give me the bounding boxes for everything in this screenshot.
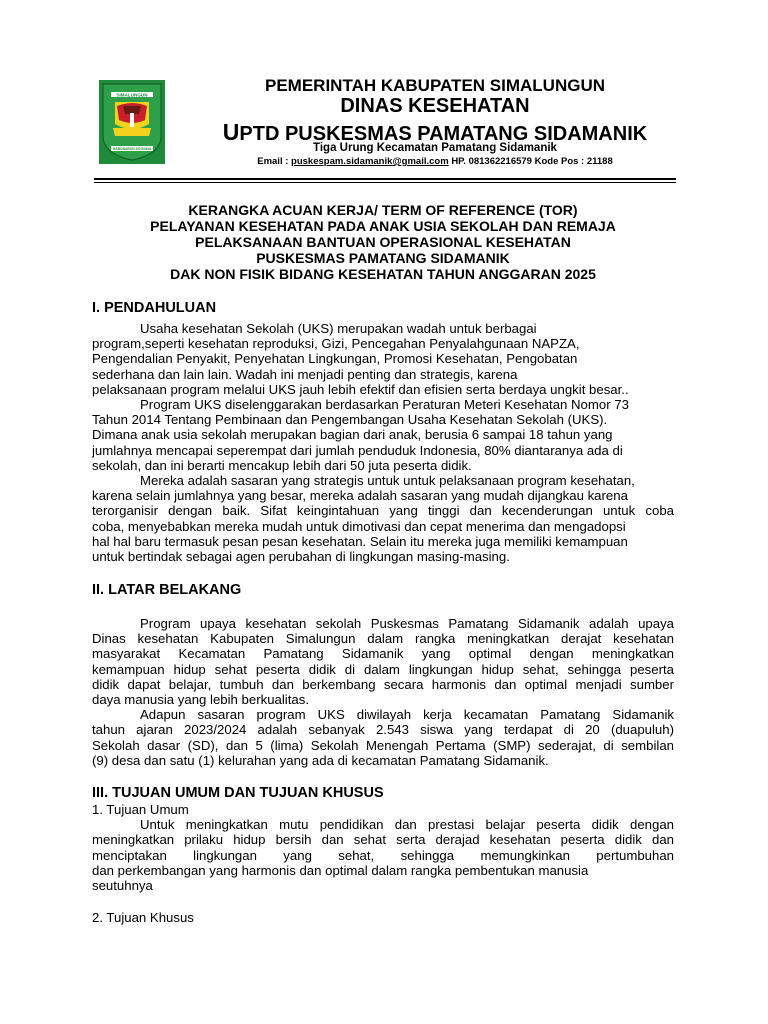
paragraph-line: masyarakat Kecamatan Pamatang Sidamanik yang optimal dengan meningkatkan xyxy=(92,646,674,662)
unit-name-rest: PTD PUSKESMAS PAMATANG SIDAMANIK xyxy=(239,123,648,145)
paragraph-line: menciptakan lingkungan yang sehat, sehingga memungkinkan pertumbuhan xyxy=(92,847,674,863)
paragraph-line: Dimana anak usia sekolah merupakan bagian dari anak, berusia 6 sampai 18 tahun yang xyxy=(92,427,613,443)
simalungun-regency-logo xyxy=(99,80,165,164)
subheading-tujuan-umum: 1. Tujuan Umum xyxy=(92,802,189,817)
logo-text-bottom: HABONARON DO BONA xyxy=(112,147,152,151)
title-line: DAK NON FISIK BIDANG KESEHATAN TAHUN ANGGARAN 2025 xyxy=(170,266,596,282)
header-rule-thick xyxy=(94,178,676,180)
title-line: PELAKSANAAN BANTUAN OPERASIONAL KESEHATAN xyxy=(195,234,571,250)
contact-line xyxy=(180,156,690,167)
paragraph-line: (9) desa dan satu (1) kelurahan yang ada di kecamatan Pamatang Sidamanik. xyxy=(92,752,549,768)
email-label: Email : xyxy=(257,156,289,167)
header-rule-thin xyxy=(94,182,676,183)
section-body-latar-belakang xyxy=(92,616,674,768)
paragraph-line: pelaksanaan program melalui UKS jauh lebih efektif dan efisien serta berdaya ungkit besar.. xyxy=(92,381,629,397)
logo-text-top: SIMALUNGUN xyxy=(116,92,148,98)
paragraph-line: daya manusia yang lebih berkualitas. xyxy=(92,692,309,708)
agency-name: DINAS KESEHATAN xyxy=(340,95,530,117)
paragraph-line: kemampuan hidup sehat peserta didik di dalam lingkungan hidup sehat, sehingga peserta xyxy=(92,661,674,677)
paragraph-line: hal hal baru termasuk pesan pesan kesehatan. Selain itu mereka juga memiliki kemampuan xyxy=(92,533,628,549)
paragraph-line: program,seperti kesehatan reproduksi, Gizi, Pencegahan Penyalahgunaan NAPZA, xyxy=(92,336,580,352)
paragraph-line: jumlahnya mencapai seperempat dari jumlah penduduk Indonesia, 80% diantaranya ada di xyxy=(92,442,623,458)
section-heading-tujuan: III. TUJUAN UMUM DAN TUJUAN KHUSUS xyxy=(92,785,384,801)
paragraph-line: seutuhnya xyxy=(92,878,153,894)
paragraph-line: Sekolah dasar (SD), dan 5 (lima) Sekolah Menengah Pertama (SMP) sederajat, di sembilan xyxy=(92,737,674,753)
paragraph-line: terorganisir dengan baik. Sifat keingintahuan yang tinggi dan kecenderungan untuk coba xyxy=(92,503,674,519)
section-heading-pendahuluan: I. PENDAHULUAN xyxy=(92,300,217,316)
subheading-tujuan-khusus: 2. Tujuan Khusus xyxy=(92,910,194,925)
paragraph-line: Pengendalian Penyakit, Penyehatan Lingkungan, Promosi Kesehatan, Pengobatan xyxy=(92,351,578,367)
section-body-tujuan xyxy=(92,802,674,893)
address: Tiga Urung Kecamatan Pamatang Sidamanik xyxy=(313,142,557,154)
paragraph-line: meningkatkan prilaku hidup bersih dan sehat serta derajad kesehatan peserta didik dan xyxy=(92,832,674,848)
section-heading-latar-belakang: II. LATAR BELAKANG xyxy=(92,582,242,598)
title-line: KERANGKA ACUAN KERJA/ TERM OF REFERENCE (TOR) xyxy=(188,202,578,218)
paragraph-line: karena selain jumlahnya yang besar, mereka adalah sasaran yang mudah dijangkau karena xyxy=(92,488,628,504)
paragraph-line: Program upaya kesehatan sekolah Puskesmas Pamatang Sidamanik adalah upaya xyxy=(140,616,674,631)
paragraph-line: Untuk meningkatkan mutu pendidikan dan prestasi belajar peserta didik dengan xyxy=(140,817,674,833)
paragraph-line: dan perkembangan yang harmonis dan optimal dalam rangka pembentukan manusia xyxy=(92,862,589,878)
paragraph-line: untuk bertindak sebagai agen perubahan di lingkungan masing-masing. xyxy=(92,549,510,565)
paragraph-line: Dinas kesehatan Kabupaten Simalungun dalam rangka meningkatkan derajat kesehatan xyxy=(92,631,674,647)
paragraph-line: coba, menyebabkan mereka mudah untuk dimotivasi dan cepat menerima dan mengadopsi xyxy=(92,518,626,534)
title-line: PUSKESMAS PAMATANG SIDAMANIK xyxy=(256,250,510,266)
document-title xyxy=(90,202,676,282)
phone-postal: HP. 081362216579 Kode Pos : 21188 xyxy=(451,156,613,167)
paragraph-line: didik dapat belajar, tumbuh dan berkembang secara harmonis dan optimal menjadi sumber xyxy=(92,676,674,692)
paragraph-line: Program UKS diselenggarakan berdasarkan Peraturan Meteri Kesehatan Nomor 73 xyxy=(140,397,629,413)
paragraph-line: Usaha kesehatan Sekolah (UKS) merupakan wadah untuk berbagai xyxy=(140,321,537,336)
paragraph-line: Adapun sasaran program UKS diwilayah kerja kecamatan Pamatang Sidamanik xyxy=(140,707,674,723)
paragraph-line: Mereka adalah sasaran yang strategis untuk untuk pelaksanaan program kesehatan, xyxy=(140,473,635,489)
title-line: PELAYANAN KESEHATAN PADA ANAK USIA SEKOLAH DAN REMAJA xyxy=(150,218,616,234)
section-body-pendahuluan xyxy=(92,321,674,564)
government-name: PEMERINTAH KABUPATEN SIMALUNGUN xyxy=(265,76,605,95)
paragraph-line: Tahun 2014 Tentang Pembinaan dan Pengembangan Usaha Kesehatan Sekolah (UKS). xyxy=(92,412,608,428)
paragraph-line: sekolah, dan ini berarti mencakup lebih dari 50 juta peserta didik. xyxy=(92,457,472,473)
unit-name-initial: U xyxy=(222,119,240,145)
email-link[interactable]: puskespam.sidamanik@gmail.com xyxy=(291,156,449,167)
paragraph-line: sederhana dan lain lain. Wadah ini menjadi penting dan strategis, karena xyxy=(92,366,518,382)
paragraph-line: tahun ajaran 2023/2024 adalah sebanyak 2.543 siswa yang terdapat di 20 (duapuluh) xyxy=(92,722,674,738)
